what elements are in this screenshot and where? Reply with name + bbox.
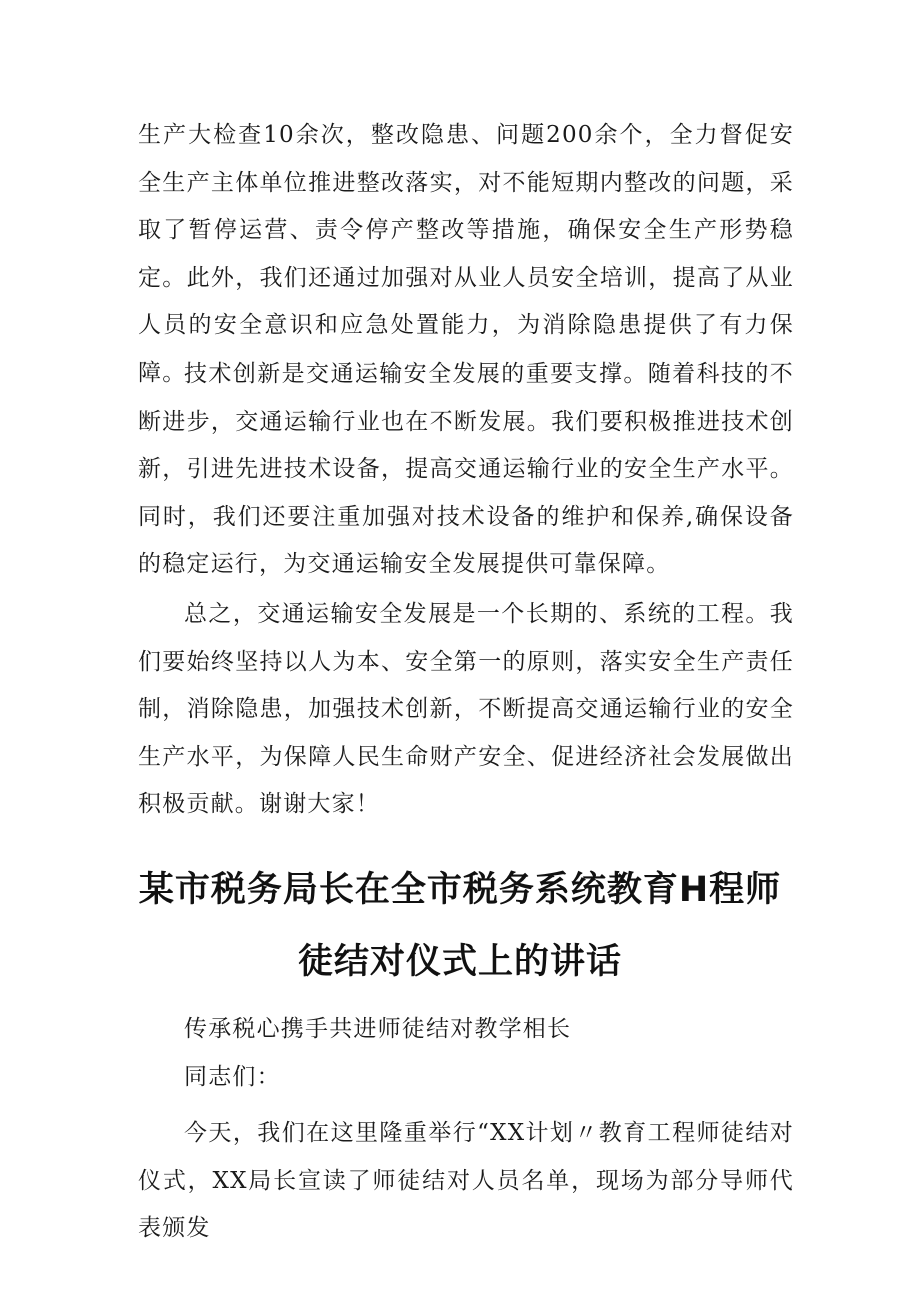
paragraph-tech-innovation: 技术创新是交通运输安全发展的重要支撑。随着科技的不断进步，交通运输行业也在不断发展。我们要积极推进技术创新，引进先进技术设备，提高交通运输行业的安全生产水平。同时，我们还要注重加强对技术设备的维护和保养,确保设备的稳定运行，为交通运输安全发展提供可靠保障。 [138,361,794,578]
paragraph-opening: 今天，我们在这里隆重举行“XX计划〃教育工程师徒结对仪式，XX局长宣读了师徒结对人员名单，现场为部分导师代表颁发 [138,1120,794,1242]
speech-subtitle: 传承税心携手共进师徒结对教学相长 [184,1016,572,1042]
speech-salutation: 同志们： [184,1064,281,1090]
speech-title-line1: 某市税务局长在全市税务系统教育H程师 [138,870,782,910]
paragraph-conclusion: 总之，交通运输安全发展是一个长期的、系统的工程。我们要始终坚持以人为本、安全第一的原则，落实安全生产责任制，消除隐患，加强技术创新，不断提高交通运输行业的安全生产水平，为保障人民生命财产安全、促进经济社会发展做出积极贡献。谢谢大家！ [138,601,794,818]
paragraph-safety-inspection: 生产大检查10余次，整改隐患、问题200余个，全力督促安全生产主体单位推进整改落实，对不能短期内整改的问题，采取了暂停运营、责令停产整改等措施，确保安全生产形势稳定。此外，我们还通过加强对从业人员安全培训，提高了从业人员的安全意识和应急处置能力，为消除隐患提供了有力保障。 [138,122,794,386]
speech-title-line2: 徒结对仪式上的讲话 [297,942,622,982]
